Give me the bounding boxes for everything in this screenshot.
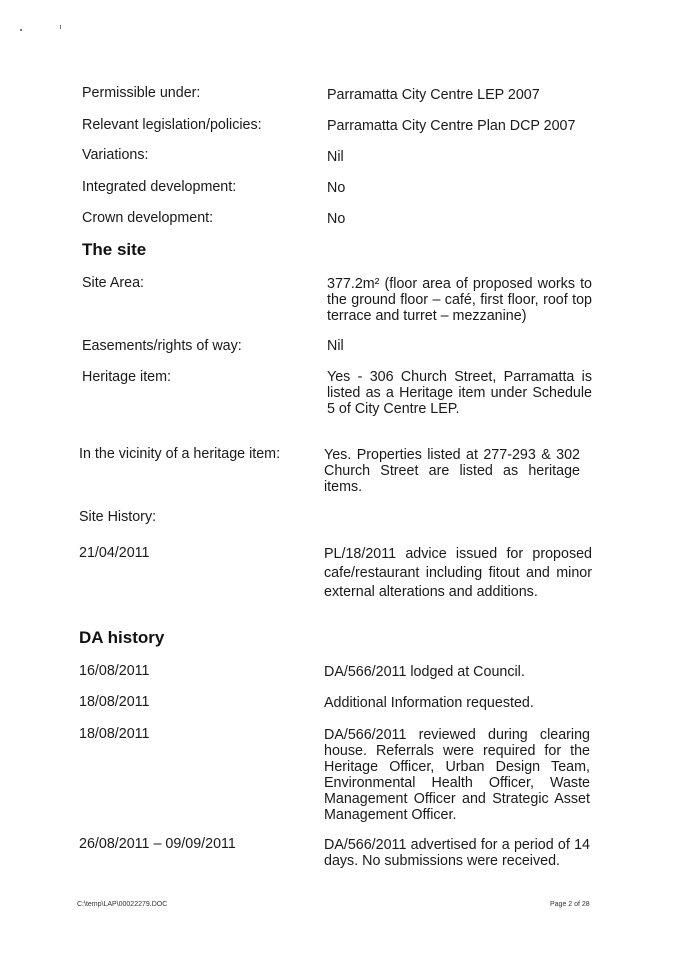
- label-heritage-item: Heritage item:: [82, 369, 171, 385]
- footer-file-path: C:\temp\LAP\00022279.DOC: [77, 901, 168, 908]
- value-integrated-development: No: [327, 180, 346, 196]
- da-history-date-2: 18/08/2011: [79, 694, 150, 710]
- da-history-date-3: 18/08/2011: [79, 726, 150, 742]
- value-heritage-vicinity: Yes. Properties listed at 277-293 & 302 Church Street are listed as heritage items.: [324, 447, 580, 495]
- value-easements: Nil: [327, 338, 344, 354]
- label-heritage-vicinity: In the vicinity of a heritage item:: [79, 446, 281, 462]
- scan-mark-1: [20, 29, 22, 31]
- value-permissible-under: Parramatta City Centre LEP 2007: [327, 87, 540, 103]
- da-history-text-3: DA/566/2011 reviewed during clearing house. Referrals were required for the Heritage Officer, Urban Design Team, Environmental Health Officer, Waste Management Officer and Strategic Asset Management Officer.: [324, 727, 590, 823]
- value-relevant-legislation: Parramatta City Centre Plan DCP 2007: [327, 118, 576, 134]
- da-history-text-2: Additional Information requested.: [324, 695, 534, 711]
- da-history-text-1: DA/566/2011 lodged at Council.: [324, 664, 525, 680]
- label-relevant-legislation: Relevant legislation/policies:: [82, 117, 262, 133]
- value-site-area: 377.2m² (floor area of proposed works to the ground floor – café, first floor, roof top terrace and turret – mezzanine): [327, 276, 592, 324]
- da-history-text-4: DA/566/2011 advertised for a period of 14 days. No submissions were received.: [324, 837, 590, 869]
- heading-the-site: The site: [82, 240, 147, 259]
- label-integrated-development: Integrated development:: [82, 179, 237, 195]
- scan-mark-2: [60, 25, 61, 29]
- label-easements: Easements/rights of way:: [82, 338, 242, 354]
- footer-page-number: Page 2 of 28: [550, 901, 590, 908]
- site-history-date: 21/04/2011: [79, 545, 150, 561]
- site-history-text: PL/18/2011 advice issued for proposed cafe/restaurant including fitout and minor external alterations and additions.: [324, 546, 592, 600]
- da-history-date-4: 26/08/2011 – 09/09/2011: [79, 836, 236, 852]
- value-heritage-item: Yes - 306 Church Street, Parramatta is listed as a Heritage item under Schedule 5 of City Centre LEP.: [327, 369, 592, 417]
- value-variations: Nil: [327, 149, 344, 165]
- label-variations: Variations:: [82, 147, 149, 163]
- da-history-date-1: 16/08/2011: [79, 663, 150, 679]
- label-site-area: Site Area:: [82, 275, 144, 291]
- label-permissible-under: Permissible under:: [82, 85, 201, 101]
- label-site-history: Site History:: [79, 509, 157, 525]
- label-crown-development: Crown development:: [82, 210, 214, 226]
- value-crown-development: No: [327, 211, 346, 227]
- heading-da-history: DA history: [79, 628, 165, 647]
